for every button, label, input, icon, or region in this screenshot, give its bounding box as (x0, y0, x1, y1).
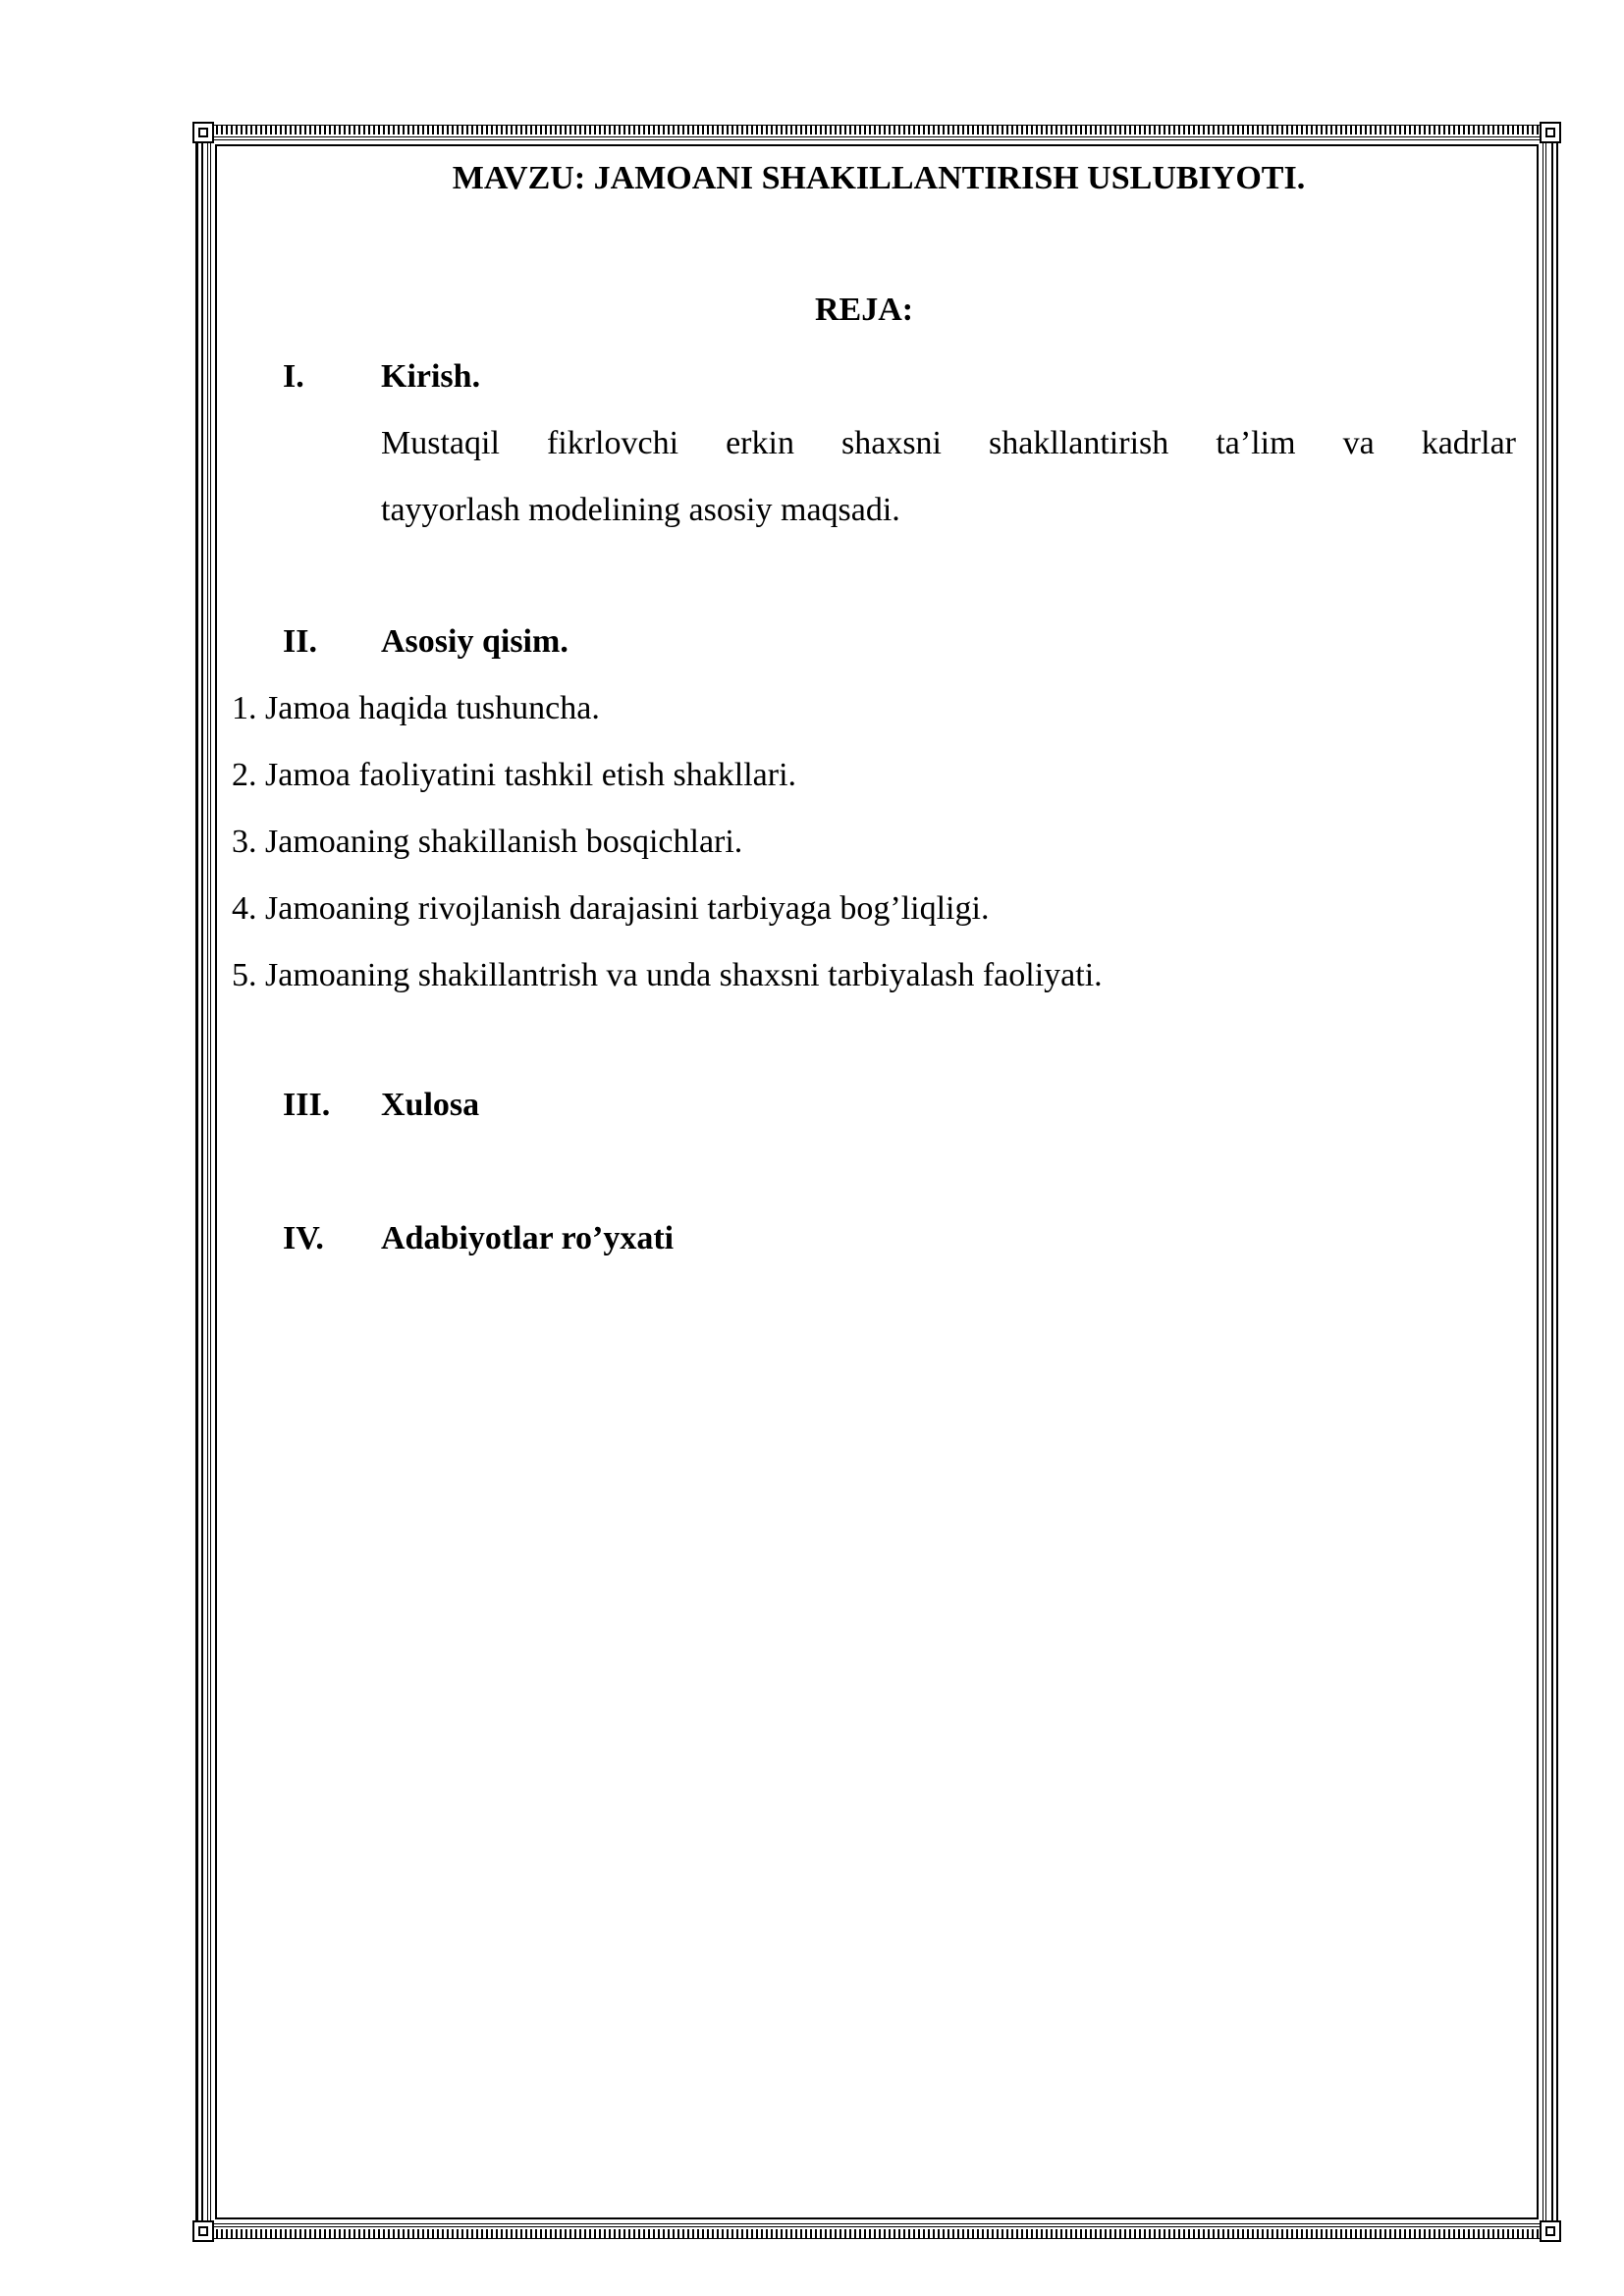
list-item: 2. Jamoa faoliyatini tashkil etish shakllari. (232, 757, 797, 793)
border-corner-ornament (192, 2220, 214, 2242)
section-heading: Adabiyotlar ro’yxati (381, 1220, 675, 1256)
list-item: 3. Jamoaning shakillanish bosqichlari. (232, 824, 743, 860)
section-numeral: I. (283, 358, 304, 395)
document-title: MAVZU: JAMOANI SHAKILLANTIRISH USLUBIYOTI. (452, 160, 1306, 196)
section-numeral: IV. (283, 1220, 324, 1256)
section-numeral: III. (283, 1087, 331, 1123)
list-item: 4. Jamoaning rivojlanish darajasini tarbiyaga bog’liqligi. (232, 890, 990, 927)
border-corner-ornament (1540, 122, 1561, 143)
section-numeral: II. (283, 623, 317, 660)
intro-paragraph-line: Mustaqil fikrlovchi erkin shaxsni shakllantirish ta’lim va kadrlar (381, 425, 1516, 461)
section-heading: Xulosa (381, 1087, 480, 1123)
section-heading: Asosiy qisim. (381, 623, 568, 660)
section-heading: Kirish. (381, 358, 481, 395)
list-item: 5. Jamoaning shakillantrish va unda shaxsni tarbiyalash faoliyati. (232, 957, 1103, 993)
intro-paragraph-line: tayyorlash modelining asosiy maqsadi. (381, 492, 900, 528)
plan-heading: REJA: (815, 292, 914, 328)
border-corner-ornament (1540, 2220, 1561, 2242)
list-item: 1. Jamoa haqida tushuncha. (232, 690, 600, 726)
border-corner-ornament (192, 122, 214, 143)
